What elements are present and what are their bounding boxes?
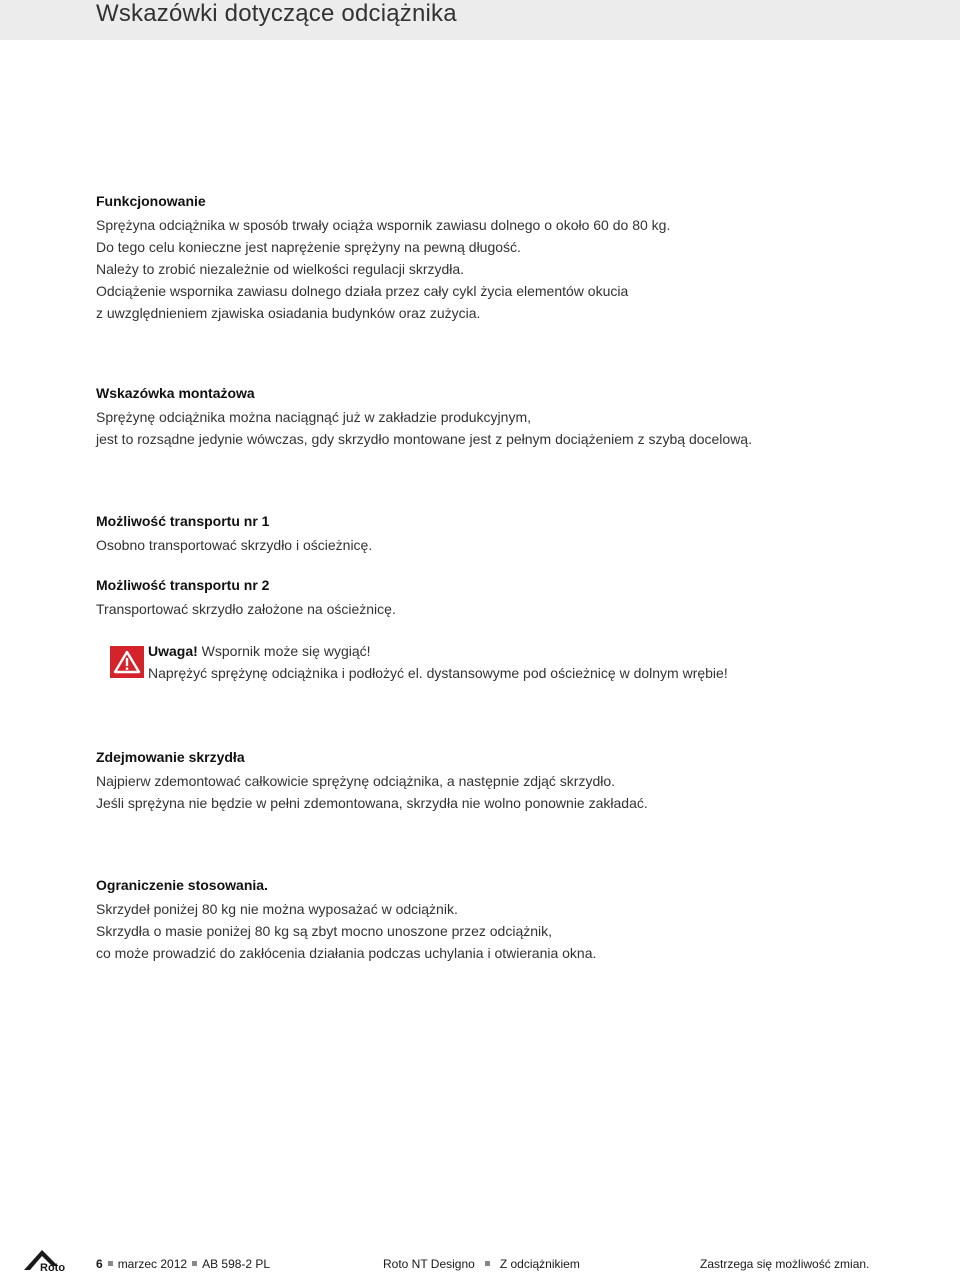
separator-icon <box>485 1261 490 1266</box>
text-line: Odciążenie wspornika zawiasu dolnego działa przez cały cykl życia elementów okucia <box>96 283 629 299</box>
footer-disclaimer: Zastrzega się możliwość zmian. <box>700 1257 870 1271</box>
page-number: 6 <box>96 1257 103 1271</box>
text-line: Jeśli sprężyna nie będzie w pełni zdemontowana, skrzydła nie wolno ponownie zakładać. <box>96 795 648 811</box>
text-line: Osobno transportować skrzydło i ościeżnicę. <box>96 537 373 553</box>
footer-doc-code: AB 598-2 PL <box>202 1257 271 1271</box>
section-limits <box>96 876 916 964</box>
warning-line-2: Naprężyć sprężynę odciążnika i podłożyć el. dystansowyme pod ościeżnicę w dolnym wrębie! <box>148 665 728 681</box>
text-line: Sprężyna odciążnika w sposób trwały ociąża wspornik zawiasu dolnego o około 60 do 80 kg. <box>96 217 671 233</box>
separator-icon <box>108 1261 113 1266</box>
separator-icon <box>192 1261 197 1266</box>
text-line: Skrzydła o masie poniżej 80 kg są zbyt mocno unoszone przez odciążnik, <box>96 923 553 939</box>
section-heading: Wskazówka montażowa <box>96 385 255 401</box>
logo-text: Roto <box>40 1262 66 1272</box>
warning-line-1 <box>148 640 728 662</box>
section-mounting <box>96 384 916 450</box>
warning-label: Uwaga! <box>148 643 198 659</box>
text-line: Sprężynę odciążnika można naciągnąć już w zakładzie produkcyjnym, <box>96 409 531 425</box>
footer-doc-info <box>96 1257 270 1271</box>
text-line: co może prowadzić do zakłócenia działania podczas uchylania i otwierania okna. <box>96 945 597 961</box>
section-transport-2 <box>96 576 916 620</box>
footer-variant: Z odciążnikiem <box>499 1257 580 1271</box>
section-removal <box>96 748 916 814</box>
text-line: Najpierw zdemontować całkowicie sprężynę odciążnika, a następnie zdjąć skrzydło. <box>96 773 616 789</box>
page-title: Wskazówki dotyczące odciążnika <box>96 0 457 27</box>
section-heading: Zdejmowanie skrzydła <box>96 749 245 765</box>
section-functioning <box>96 192 916 324</box>
text-line: z uwzględnieniem zjawiska osiadania budynków oraz zużycia. <box>96 305 481 321</box>
footer-date: marzec 2012 <box>117 1257 188 1271</box>
footer-product <box>383 1257 580 1271</box>
text-line: Transportować skrzydło założone na ościeżnicę. <box>96 601 396 617</box>
section-transport-1 <box>96 512 916 556</box>
section-heading: Możliwość transportu nr 1 <box>96 513 270 529</box>
text-line: Do tego celu konieczne jest naprężenie sprężyny na pewną długość. <box>96 239 521 255</box>
warning-text <box>148 640 728 684</box>
text-line: jest to rozsądne jedynie wówczas, gdy skrzydło montowane jest z pełnym dociążeniem z szybą docelową. <box>96 431 752 447</box>
section-heading: Ograniczenie stosowania. <box>96 877 268 893</box>
section-heading: Funkcjonowanie <box>96 193 206 209</box>
footer-product-name: Roto NT Designo <box>383 1257 475 1271</box>
warning-triangle-icon <box>110 646 144 678</box>
text-line: Należy to zrobić niezależnie od wielkości regulacji skrzydła. <box>96 261 465 277</box>
warning-box <box>110 640 910 684</box>
roto-logo-icon <box>22 1248 78 1272</box>
warning-message: Wspornik może się wygiąć! <box>197 643 371 659</box>
page-footer <box>0 1248 960 1272</box>
section-heading: Możliwość transportu nr 2 <box>96 577 270 593</box>
text-line: Skrzydeł poniżej 80 kg nie można wyposażać w odciążnik. <box>96 901 458 917</box>
